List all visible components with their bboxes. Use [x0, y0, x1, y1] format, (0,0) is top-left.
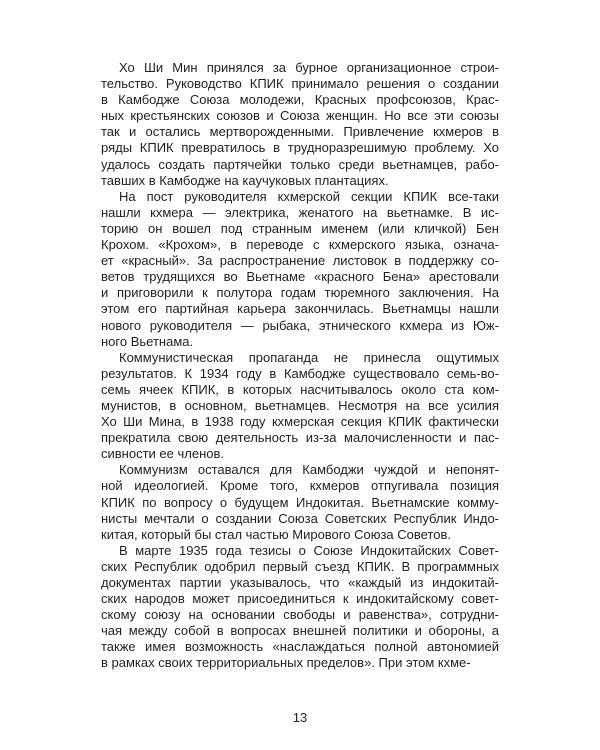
text-line: Хо Ши Мин принялся за бурное организационное строи-: [119, 60, 499, 75]
text-line: тавших в Камбодже на каучуковых плантациях.: [101, 172, 389, 188]
text-line: ряды КПИК превратилось в трудноразрешимую проблему. Хо: [101, 140, 499, 156]
text-line: прекратила свою деятельность из-за малочисленности и пас-: [101, 430, 499, 446]
paragraph: [101, 543, 499, 672]
text-line: чая между собой в вопросах внешней политики и обороны, а: [101, 623, 499, 639]
text-line: Коммунизм оставался для Камбоджи чуждой и непонят-: [119, 462, 499, 478]
text-line: этом его партийная карьера закончилась. Вьетнамцы нашли: [101, 301, 499, 317]
paragraph: [101, 60, 499, 189]
text-line: ветов трудящихся во Вьетнаме «красного Бена» арестовали: [101, 269, 499, 285]
text-line: На пост руководителя кхмерской секции КПИК все-таки: [119, 188, 499, 204]
text-line: нового руководителя — рыбака, этнического кхмера из Юж-: [101, 317, 499, 333]
text-line: семь ячеек КПИК, в которых насчитывалось около ста ком-: [101, 381, 499, 397]
text-line: сивности ее членов.: [101, 446, 224, 462]
text-line: ет «красный». За распространение листовок в поддержку со-: [101, 253, 499, 269]
text-line: нашли кхмера — электрика, женатого на вьетнамке. В ис-: [101, 204, 499, 220]
paragraph: [101, 189, 499, 350]
text-line: так и остались мертворожденными. Привлечение кхмеров в: [101, 124, 499, 140]
text-line: мунистов, в основном, вьетнамцев. Несмотря на все усилия: [101, 397, 499, 413]
page-number: 13: [292, 710, 308, 725]
paragraph: [101, 350, 499, 463]
text-line: В марте 1935 года тезисы о Союзе Индокитайских Совет-: [119, 542, 499, 558]
text-line: Крохом. «Крохом», в переводе с кхмерского языка, означа-: [101, 237, 499, 253]
text-line: скому союзу на основании свободы и равенства», сотрудни-: [101, 607, 499, 623]
text-line: в рамках своих территориальных пределов». При этом кхме-: [101, 655, 471, 671]
text-line: китая, который бы стал частью Мирового Союза Советов.: [101, 526, 451, 542]
text-line: результатов. К 1934 году в Камбодже существовало семь-во-: [101, 365, 499, 381]
text-line: документах партии указывалось, что «каждый из индокитай-: [101, 575, 499, 590]
text-line: ных крестьянских союзов и Союза женщин. Но все эти союзы: [101, 108, 499, 124]
text-line: ских народов может присоединиться к индокитайскому совет-: [101, 591, 499, 607]
text-line: в Камбодже Союза молодежи, Красных профсоюзов, Крас-: [101, 92, 499, 108]
text-line: также имея возможность «наслаждаться полной автономией: [101, 639, 499, 655]
book-page: [101, 60, 499, 672]
page-text: [101, 60, 499, 672]
text-line: КПИК по вопросу о будущем Индокитая. Вьетнамские комму-: [101, 494, 499, 510]
text-line: торию он вошел под странным именем (или кличкой) Бен: [101, 220, 499, 236]
text-line: Хо Ши Мина, в 1938 году кхмерская секция КПИК фактически: [101, 414, 499, 430]
text-line: тельство. Руководство КПИК принимало решения о создании: [101, 76, 499, 92]
text-line: ских Республик одобрил первый съезд КПИК. В программных: [101, 558, 499, 574]
paragraph: [101, 462, 499, 542]
text-line: Коммунистическая пропаганда не принесла ощутимых: [119, 349, 499, 365]
text-line: ного Вьетнама.: [101, 333, 194, 349]
text-line: нисты мечтали о создании Союза Советских Республик Индо-: [101, 510, 499, 526]
text-line: удалось создать партячейки только среди вьетнамцев, рабо-: [101, 156, 499, 172]
text-line: ной идеологией. Кроме того, кхмеров отпугивала позиция: [101, 478, 499, 494]
text-line: и приговорили к полутора годам тюремного заключения. На: [101, 285, 499, 301]
